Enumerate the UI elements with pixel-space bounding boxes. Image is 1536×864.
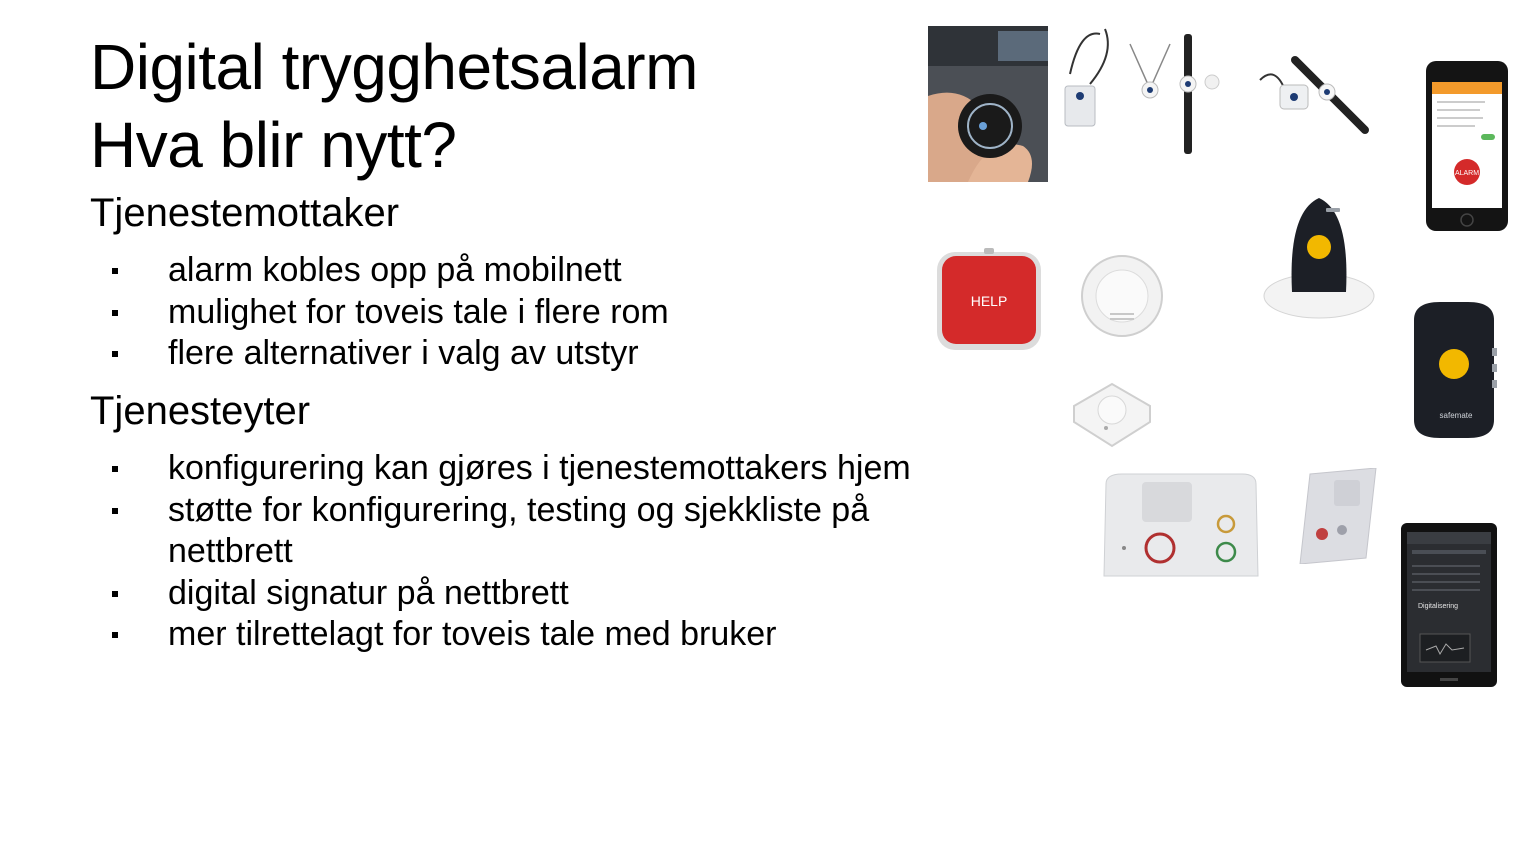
- tjenesteyter-list: [110, 448, 1030, 656]
- list-item: flere alternativer i valg av utstyr: [110, 333, 1030, 375]
- bullet-icon: [112, 591, 118, 597]
- section-heading-tjenestemottaker: Tjenestemottaker: [90, 191, 400, 235]
- smartphone-alarm-app: [1425, 60, 1509, 232]
- title-line-1: Digital trygghetsalarm: [90, 31, 698, 103]
- base-station: [1102, 472, 1260, 578]
- slide-title: [90, 28, 698, 184]
- list-item: mer tilrettelagt for toveis tale med bruker: [110, 614, 1030, 656]
- bullet-icon: [112, 508, 118, 514]
- list-item: digital signatur på nettbrett: [110, 573, 1030, 615]
- bullet-icon: [112, 268, 118, 274]
- tablet-device: [1400, 522, 1498, 688]
- title-line-2: Hva blir nytt?: [90, 109, 457, 181]
- pendant-wristband-devices: [1060, 24, 1220, 154]
- list-item: alarm kobles opp på mobilnett: [110, 250, 1030, 292]
- bullet-icon: [112, 351, 118, 357]
- smoke-detector: [1080, 254, 1164, 338]
- list-item: støtte for konfigurering, testing og sjekkliste på nettbrett: [110, 490, 978, 573]
- help-button-label: HELP: [970, 293, 1008, 309]
- hand-pendant-photo: [928, 26, 1048, 182]
- smoke-detector-2: [1068, 376, 1156, 450]
- wristband-devices: [1255, 50, 1370, 135]
- tjenestemottaker-list: [110, 250, 1030, 375]
- phone-alarm-label: ALARM: [1454, 170, 1480, 177]
- tablet-heading: Digitalisering: [1418, 603, 1459, 610]
- bullet-icon: [112, 632, 118, 638]
- wall-alarm-unit: [1296, 468, 1380, 564]
- section-heading-tjenesteyter: Tjenesteyter: [90, 389, 311, 433]
- safemate-device: [1410, 300, 1498, 440]
- bullet-icon: [112, 466, 118, 472]
- help-button-device: [936, 246, 1042, 352]
- bullet-icon: [112, 310, 118, 316]
- safemate-brand-label: safemate: [1439, 411, 1473, 420]
- pendant-charger: [1262, 192, 1376, 320]
- list-item: mulighet for toveis tale i flere rom: [110, 292, 1030, 334]
- list-item: konfigurering kan gjøres i tjenestemottakers hjem: [110, 448, 1030, 490]
